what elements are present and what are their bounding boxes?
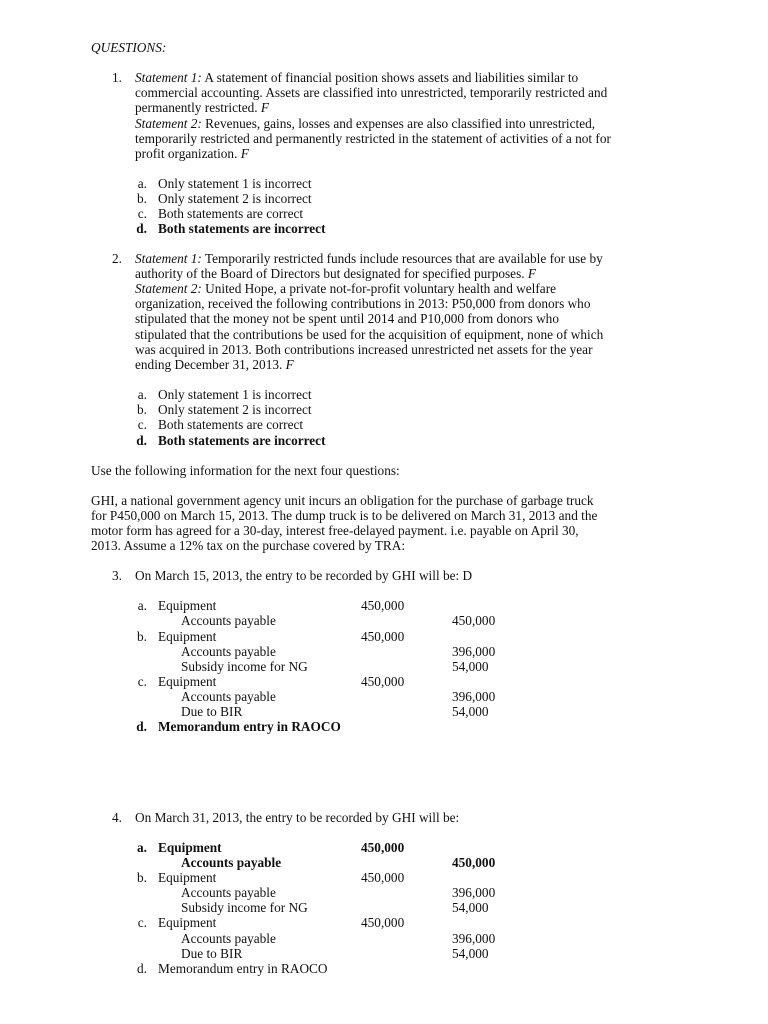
- question-text: On March 31, 2013, the entry to be recorded by GHI will be:: [135, 810, 460, 825]
- entry-account: Equipment: [158, 674, 217, 689]
- option-text: Only statement 2 is incorrect: [158, 402, 312, 417]
- entry-account: Subsidy income for NG: [181, 900, 308, 915]
- entry-account: Accounts payable: [181, 644, 276, 659]
- credit-amount: 54,000: [452, 659, 489, 674]
- option-letter-answer: a.: [137, 840, 147, 855]
- debit-amount: 450,000: [361, 598, 405, 613]
- debit-amount: 450,000: [361, 840, 405, 855]
- scenario-line: for P450,000 on March 15, 2013. The dump truck is to be delivered on March 31, 2013 and the: [91, 508, 598, 523]
- option-text: Both statements are correct: [158, 417, 304, 432]
- option-text-answer: Memorandum entry in RAOCO: [158, 719, 341, 734]
- option-letter: a.: [137, 387, 147, 402]
- debit-amount: 450,000: [361, 870, 405, 885]
- entry-account: Equipment: [158, 629, 217, 644]
- option-text: Only statement 1 is incorrect: [158, 387, 312, 402]
- statement-2-line: temporarily restricted and permanently restricted in the statement of activities of a not for: [135, 131, 611, 146]
- credit-amount: 396,000: [452, 689, 496, 704]
- question-number: 3.: [112, 568, 122, 583]
- option-letter: c.: [137, 206, 147, 221]
- debit-amount: 450,000: [361, 629, 405, 644]
- credit-amount: 396,000: [452, 885, 496, 900]
- debit-amount: 450,000: [361, 674, 405, 689]
- option-letter: d.: [137, 961, 147, 976]
- statement-2-line: profit organization. F: [135, 146, 249, 161]
- statement-1: Statement 1: Temporarily restricted funds include resources that are available for use by: [135, 251, 603, 266]
- option-text-answer: Both statements are incorrect: [158, 221, 326, 236]
- option-letter: a.: [137, 598, 147, 613]
- option-text: Memorandum entry in RAOCO: [158, 961, 328, 976]
- option-text: Both statements are correct: [158, 206, 304, 221]
- credit-amount: 54,000: [452, 946, 489, 961]
- question-number: 1.: [112, 70, 122, 85]
- credit-amount: 54,000: [452, 900, 489, 915]
- entry-account: Equipment: [158, 598, 217, 613]
- option-text: Only statement 2 is incorrect: [158, 191, 312, 206]
- statement-2-line: organization, received the following contributions in 2013: P50,000 from donors who: [135, 296, 591, 311]
- option-letter-answer: d.: [136, 433, 147, 448]
- question-number: 4.: [112, 810, 122, 825]
- entry-account: Equipment: [158, 915, 217, 930]
- statement-2-line: stipulated that the money not be spent until 2014 and P10,000 from donors who: [135, 311, 559, 326]
- statement-2: Statement 2: Revenues, gains, losses and expenses are also classified into unrestricted,: [135, 116, 596, 131]
- entry-account: Equipment: [158, 870, 217, 885]
- option-text: Only statement 1 is incorrect: [158, 176, 312, 191]
- question-text: On March 15, 2013, the entry to be recorded by GHI will be: D: [135, 568, 473, 583]
- entry-account: Due to BIR: [181, 946, 243, 961]
- question-number: 2.: [112, 251, 122, 266]
- entry-account: Accounts payable: [181, 931, 276, 946]
- statement-1-line: permanently restricted. F: [135, 100, 270, 115]
- credit-amount: 450,000: [452, 613, 496, 628]
- scenario-line: motor form has agreed for a 30-day, interest free-delayed payment. i.e. payable on April 30,: [91, 523, 579, 538]
- entry-account: Accounts payable: [181, 613, 276, 628]
- option-letter: b.: [137, 191, 147, 206]
- option-letter: b.: [137, 870, 147, 885]
- option-text-answer: Both statements are incorrect: [158, 433, 326, 448]
- entry-account: Due to BIR: [181, 704, 243, 719]
- statement-2-line: ending December 31, 2013. F: [135, 357, 294, 372]
- debit-amount: 450,000: [361, 915, 405, 930]
- statement-2-line: was acquired in 2013. Both contributions increased unrestricted net assets for the year: [135, 342, 593, 357]
- option-letter: c.: [137, 674, 147, 689]
- statement-1-line: authority of the Board of Directors but designated for specified purposes. F: [135, 266, 537, 281]
- option-letter: a.: [137, 176, 147, 191]
- statement-1: Statement 1: A statement of financial position shows assets and liabilities similar to: [135, 70, 579, 85]
- entry-account: Accounts payable: [181, 885, 276, 900]
- credit-amount: 450,000: [452, 855, 496, 870]
- entry-account: Subsidy income for NG: [181, 659, 308, 674]
- option-letter: b.: [137, 402, 147, 417]
- credit-amount: 54,000: [452, 704, 489, 719]
- credit-amount: 396,000: [452, 931, 496, 946]
- entry-account: Accounts payable: [181, 689, 276, 704]
- statement-2-line: stipulated that the contributions be used for the acquisition of equipment, none of which: [135, 327, 604, 342]
- option-letter: b.: [137, 629, 147, 644]
- entry-account: Accounts payable: [181, 855, 282, 870]
- option-letter: c.: [137, 417, 147, 432]
- credit-amount: 396,000: [452, 644, 496, 659]
- option-letter: c.: [137, 915, 147, 930]
- option-letter-answer: d.: [136, 719, 147, 734]
- statement-1-line: commercial accounting. Assets are classified into unrestricted, temporarily restricted and: [135, 85, 608, 100]
- scenario-line: 2013. Assume a 12% tax on the purchase covered by TRA:: [91, 538, 406, 553]
- option-letter-answer: d.: [136, 221, 147, 236]
- entry-account: Equipment: [158, 840, 222, 855]
- intro-text: Use the following information for the next four questions:: [91, 463, 400, 478]
- page-heading: QUESTIONS:: [91, 40, 167, 55]
- scenario-line: GHI, a national government agency unit incurs an obligation for the purchase of garbage truck: [91, 493, 594, 508]
- statement-2: Statement 2: United Hope, a private not-for-profit voluntary health and welfare: [135, 281, 557, 296]
